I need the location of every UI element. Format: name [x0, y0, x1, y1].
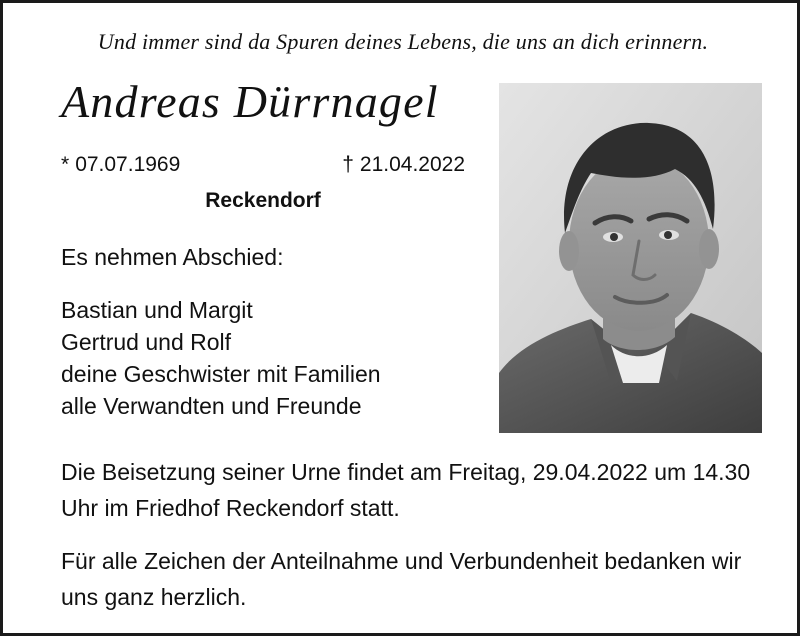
funeral-details: Die Beisetzung seiner Urne findet am Freitag, 29.04.2022 um 14.30 Uhr im Friedhof Reckendorf statt. — [61, 459, 751, 521]
birth-date: 07.07.1969 — [75, 153, 181, 176]
memorial-motto: Und immer sind da Spuren deines Lebens, die uns an dich erinnern. — [97, 29, 709, 54]
farewell-intro: Es nehmen Abschied: — [61, 244, 284, 270]
mourner-entry: Bastian und Margit — [61, 297, 253, 323]
portrait-photo — [499, 83, 762, 433]
birth-date-group — [61, 153, 180, 177]
mourners-list — [61, 294, 381, 422]
mourner-entry: Gertrud und Rolf — [61, 329, 232, 355]
deceased-name: Andreas Dürrnagel — [61, 76, 439, 127]
portrait-illustration — [499, 83, 762, 433]
hometown: Reckendorf — [205, 189, 321, 212]
thanks-note: Für alle Zeichen der Anteilnahme und Verbundenheit bedanken wir uns ganz herzlich. — [61, 548, 742, 610]
mourner-entry: alle Verwandten und Freunde — [61, 393, 362, 419]
birth-star-icon: * — [61, 153, 70, 176]
death-date-group — [342, 153, 465, 177]
mourner-entry: deine Geschwister mit Familien — [61, 361, 381, 387]
death-date: 21.04.2022 — [359, 153, 465, 176]
death-cross-icon: † — [342, 153, 354, 176]
